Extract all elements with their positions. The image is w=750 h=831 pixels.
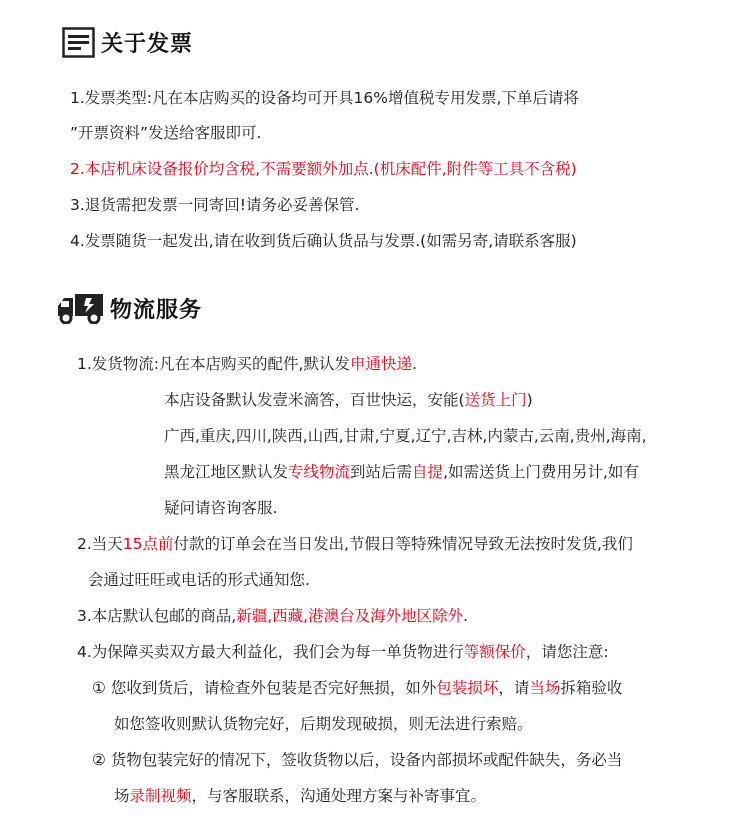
- logistics-line-13: [114, 784, 486, 806]
- logistics-line-9: [77, 640, 609, 662]
- logistics-line-2-end: ): [526, 391, 533, 409]
- invoice-heading: [62, 27, 193, 58]
- logistics-line-4-highlight-2: 自提: [412, 463, 444, 481]
- logistics-line-3: 广西,重庆,四川,陕西,山西,甘肃,宁夏,辽宁,吉林,内蒙古,云南,贵州,海南,: [164, 427, 647, 445]
- invoice-item-3: 3.退货需把发票一同寄回!请务必妥善保管.: [70, 196, 360, 214]
- logistics-line-9-end: ，请您注意:: [525, 643, 609, 661]
- logistics-line-6-end: 付款的订单会在当日发出,节假日等特殊情况导致无法按时发货,我们: [173, 535, 633, 553]
- logistics-line-10-text-2: ，请: [498, 679, 530, 697]
- invoice-icon: [62, 27, 95, 58]
- logistics-line-1-text: 1.发货物流:凡在本店购买的配件,默认发: [77, 355, 350, 373]
- logistics-line-4-text-2: 到站后需: [350, 463, 413, 481]
- invoice-item-1: 1.发票类型:凡在本店购买的设备均可开具16%增值税专用发票,下单后请将: [70, 89, 579, 107]
- logistics-line-13-end: ，与客服联系，沟通处理方案与补寄事宜。: [191, 787, 487, 805]
- logistics-line-6: [77, 532, 633, 554]
- logistics-line-10-text: ① 您收到货后，请检查外包装是否完好無损，如外: [92, 679, 437, 697]
- invoice-item-4: 4.发票随货一起发出,请在收到货后确认货品与发票.(如需另寄,请联系客服): [70, 232, 577, 250]
- logistics-line-4: [164, 460, 639, 482]
- logistics-line-1-highlight: 申通快递: [349, 355, 412, 373]
- invoice-item-2: 2.本店机床设备报价均含税,不需要额外加点.(机床配件,附件等工具不含税): [70, 160, 577, 178]
- logistics-line-7: 会通过旺旺或电话的形式通知您.: [88, 571, 310, 589]
- logistics-line-1-end: .: [411, 355, 417, 373]
- logistics-line-10-highlight-2: 当场: [529, 679, 561, 697]
- logistics-line-13-highlight: 录制视频: [129, 787, 192, 805]
- delivery-truck-icon: [56, 292, 104, 324]
- logistics-line-2: [164, 388, 533, 410]
- logistics-line-4-highlight-1: 专线物流: [288, 463, 351, 481]
- logistics-line-8: [77, 604, 468, 626]
- logistics-line-8-end: .: [463, 607, 469, 625]
- logistics-line-5: 疑问请咨询客服.: [164, 499, 278, 517]
- logistics-line-8-highlight: 新疆,西藏,港澳台及海外地区除外: [236, 607, 464, 625]
- logistics-line-6-text: 2.当天: [77, 535, 123, 553]
- logistics-line-2-text: 本店设备默认发壹米滴答，百世快运，安能(: [164, 391, 465, 409]
- logistics-line-13-text: 场: [114, 787, 130, 805]
- logistics-line-6-highlight: 15点前: [122, 535, 174, 553]
- logistics-line-1: [77, 352, 417, 374]
- invoice-title: 关于发票: [101, 32, 194, 57]
- logistics-line-10: [92, 676, 622, 698]
- invoice-item-1-cont: ”开票资料”发送给客服即可.: [70, 124, 262, 142]
- logistics-line-12: ② 货物包装完好的情况下，签收货物以后，设备内部损坏或配件缺失，务必当: [92, 751, 623, 769]
- logistics-title: 物流服务: [110, 297, 203, 323]
- logistics-line-9-highlight: 等额保价: [463, 643, 526, 661]
- logistics-line-8-text: 3.本店默认包邮的商品,: [77, 607, 237, 625]
- logistics-line-10-end: 拆箱验收: [560, 679, 623, 697]
- logistics-line-10-highlight-1: 包装损坏: [436, 679, 499, 697]
- logistics-line-9-text: 4.为保障买卖双方最大利益化，我们会为每一单货物进行: [77, 643, 464, 661]
- logistics-heading: [56, 292, 202, 324]
- logistics-line-4-text: 黑龙江地区默认发: [164, 463, 289, 481]
- logistics-line-2-highlight: 送货上门: [464, 391, 527, 409]
- logistics-line-4-end: ,如需送货上门费用另计,如有: [443, 463, 639, 481]
- logistics-line-11: 如您签收则默认货物完好，后期发现破损，则无法进行索赔。: [114, 715, 533, 733]
